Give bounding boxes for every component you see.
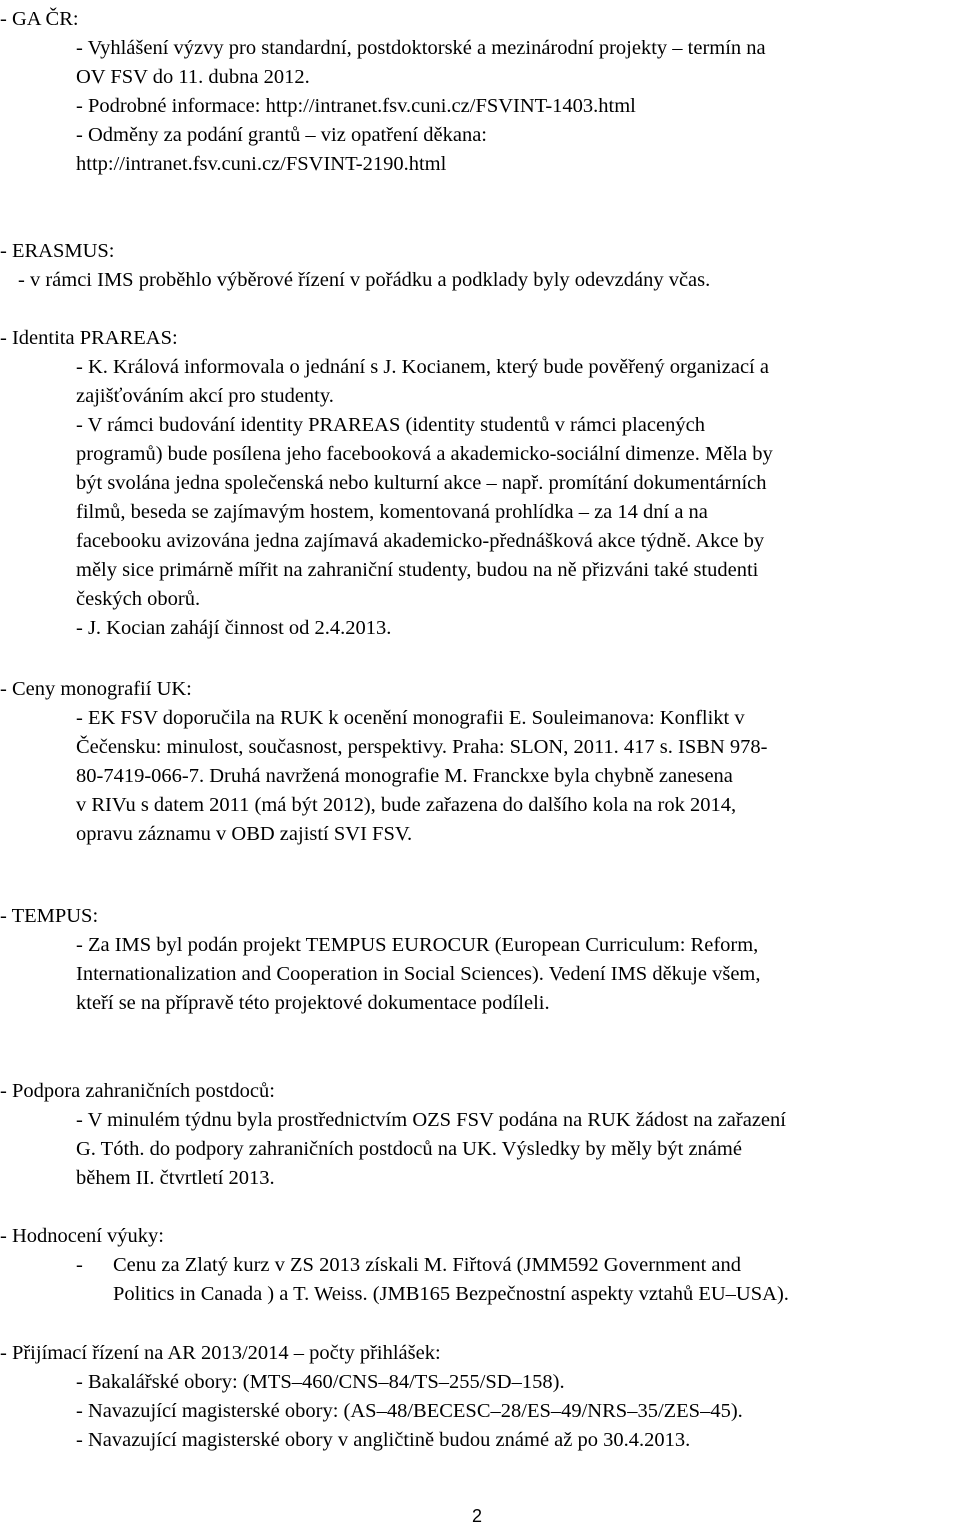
ceny-line-3: 80-7419-066-7. Druhá navržená monografie M. Franckxe byla chybně zanesena [76, 765, 733, 787]
heading-prijimaci-rizeni: - Přijímací řízení na AR 2013/2014 – počty přihlášek: [0, 1342, 441, 1364]
heading-tempus: - TEMPUS: [0, 905, 99, 927]
tempus-line-3: kteří se na přípravě této projektové dokumentace podíleli. [76, 992, 550, 1014]
ga-cr-line-2: OV FSV do 11. dubna 2012. [76, 66, 310, 88]
erasmus-line-1: - v rámci IMS proběhlo výběrové řízení v pořádku a podklady byly odevzdány včas. [18, 269, 711, 291]
ga-cr-line-3: - Podrobné informace: http://intranet.fsv.cuni.cz/FSVINT-1403.html [76, 95, 636, 117]
prareas-line-1: - K. Králová informovala o jednání s J. Kocianem, který bude pověřený organizací a [76, 356, 769, 378]
tempus-line-2: Internationalization and Cooperation in Social Sciences). Vedení IMS děkuje všem, [76, 963, 761, 985]
prareas-line-8: měly sice primárně mířit na zahraniční studenty, budou na ně přizváni také studenti [76, 559, 759, 581]
heading-ceny-monografii: - Ceny monografií UK: [0, 678, 192, 700]
heading-hodnoceni-vyuky: - Hodnocení výuky: [0, 1225, 164, 1247]
prareas-line-6: filmů, beseda se zajímavým hostem, komentovaná prohlídka – za 14 dní a na [76, 501, 708, 523]
prareas-line-4: programů) bude posílena jeho facebooková a akademicko-sociální dimenze. Měla by [76, 443, 773, 465]
hodnoceni-line-1: Cenu za Zlatý kurz v ZS 2013 získali M. Fiřtová (JMM592 Government and [113, 1254, 741, 1276]
podpora-line-1: - V minulém týdnu byla prostřednictvím OZS FSV podána na RUK žádost na zařazení [76, 1109, 786, 1131]
ga-cr-line-1: - Vyhlášení výzvy pro standardní, postdoktorské a mezinárodní projekty – termín na [76, 37, 766, 59]
podpora-line-2: G. Tóth. do podpory zahraničních postdoců na UK. Výsledky by měly být známé [76, 1138, 742, 1160]
ga-cr-line-5: http://intranet.fsv.cuni.cz/FSVINT-2190.html [76, 153, 447, 175]
page-number: 2 [472, 1506, 483, 1526]
ga-cr-line-4: - Odměny za podání grantů – viz opatření děkana: [76, 124, 487, 146]
heading-ga-cr: - GA ČR: [0, 8, 79, 30]
ceny-line-5: opravu záznamu v OBD zajistí SVI FSV. [76, 823, 413, 845]
prijimaci-line-3: - Navazující magisterské obory v angličtině budou známé až po 30.4.2013. [76, 1429, 691, 1451]
tempus-line-1: - Za IMS byl podán projekt TEMPUS EUROCUR (European Curriculum: Reform, [76, 934, 759, 956]
podpora-line-3: během II. čtvrtletí 2013. [76, 1167, 275, 1189]
hodnoceni-bullet: - [76, 1254, 83, 1276]
ceny-line-4: v RIVu s datem 2011 (má být 2012), bude zařazena do dalšího kola na rok 2014, [76, 794, 737, 816]
prareas-line-3: - V rámci budování identity PRAREAS (identity studentů v rámci placených [76, 414, 705, 436]
prareas-line-9: českých oborů. [76, 588, 201, 610]
ceny-line-2: Čečensku: minulost, současnost, perspektivy. Praha: SLON, 2011. 417 s. ISBN 978- [76, 736, 768, 758]
heading-erasmus: - ERASMUS: [0, 240, 115, 262]
ceny-line-1: - EK FSV doporučila na RUK k ocenění monografii E. Souleimanova: Konflikt v [76, 707, 745, 729]
prijimaci-line-1: - Bakalářské obory: (MTS–460/CNS–84/TS–255/SD–158). [76, 1371, 565, 1393]
heading-podpora-postdocu: - Podpora zahraničních postdoců: [0, 1080, 275, 1102]
prareas-line-7: facebooku avizována jedna zajímavá akademicko-přednášková akce týdně. Akce by [76, 530, 765, 552]
hodnoceni-line-2: Politics in Canada ) a T. Weiss. (JMB165 Bezpečnostní aspekty vztahů EU–USA). [113, 1283, 789, 1305]
prijimaci-line-2: - Navazující magisterské obory: (AS–48/BECESC–28/ES–49/NRS–35/ZES–45). [76, 1400, 743, 1422]
prareas-line-10: - J. Kocian zahájí činnost od 2.4.2013. [76, 617, 392, 639]
heading-identita-prareas: - Identita PRAREAS: [0, 327, 178, 349]
prareas-line-2: zajišťováním akcí pro studenty. [76, 385, 334, 407]
prareas-line-5: být svolána jedna společenská nebo kulturní akce – např. promítání dokumentárních [76, 472, 767, 494]
